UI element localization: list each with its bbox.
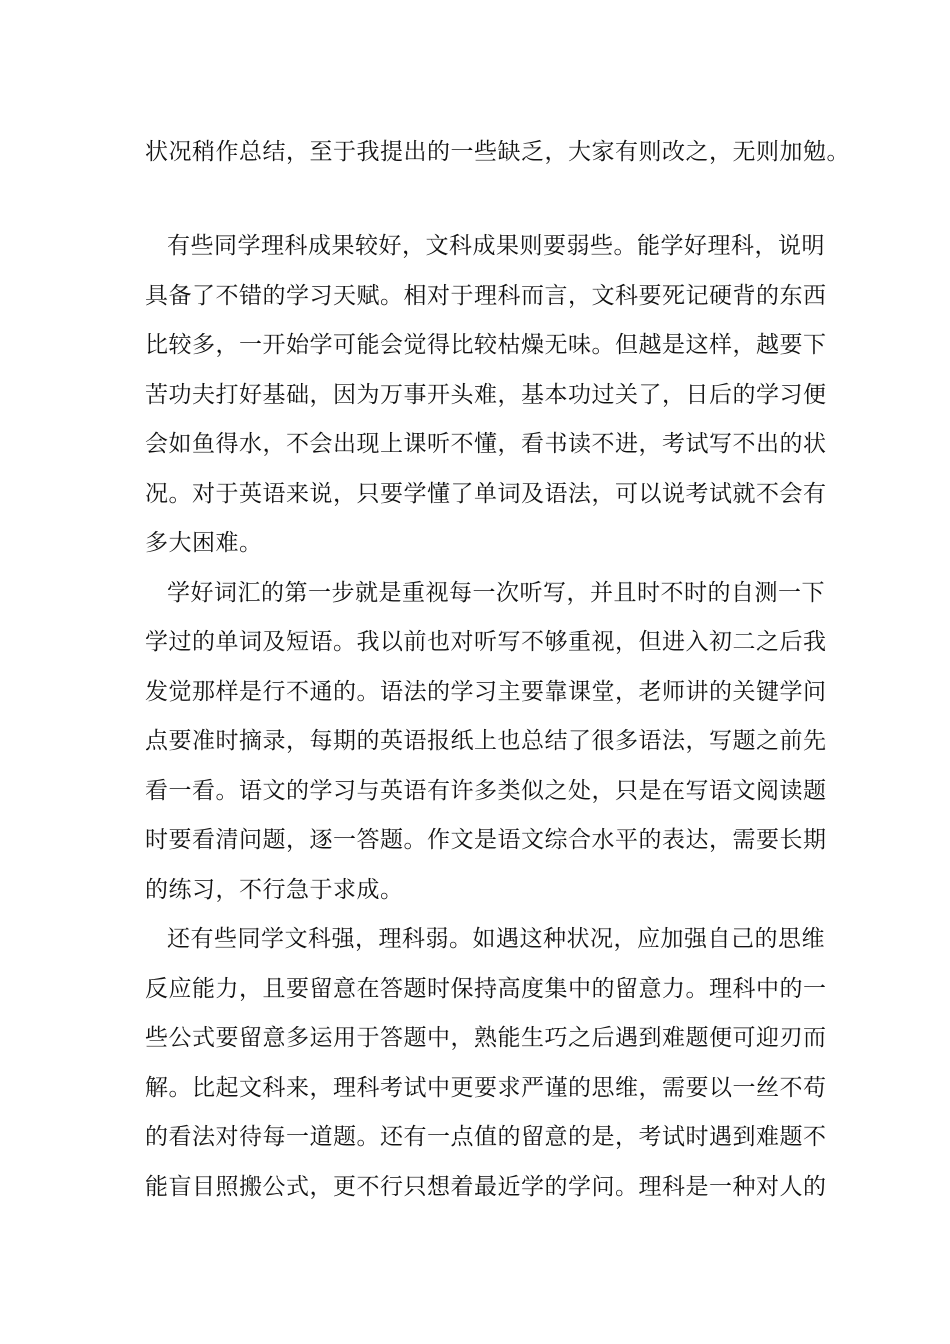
paragraph-line: 学过的单词及短语。我以前也对听写不够重视，但进入初二之后我 [145, 629, 827, 655]
paragraph-line: 状况稍作总结，至于我提出的一些缺乏，大家有则改之，无则加勉。 [145, 139, 850, 165]
paragraph-line: 有些同学理科成果较好，文科成果则要弱些。能学好理科，说明 [167, 233, 825, 259]
paragraph-3 [145, 915, 827, 1212]
paragraph-2 [145, 569, 827, 916]
paragraph-line: 况。对于英语来说，只要学懂了单词及语法，可以说考试就不会有 [145, 480, 827, 507]
paragraph-line: 解。比起文科来，理科考试中更要求严谨的思维，需要以一丝不苟 [145, 1074, 827, 1101]
paragraph-line: 还有些同学文科强，理科弱。如遇这种状况，应加强自己的思维 [167, 926, 825, 952]
paragraph-line: 能盲目照搬公式，更不行只想着最近学的学问。理科是一种对人的 [145, 1173, 827, 1200]
paragraph-line: 苦功夫打好基础，因为万事开头难，基本功过关了，日后的学习便 [145, 381, 827, 408]
paragraph-1 [145, 222, 827, 569]
body-text [145, 222, 827, 1212]
paragraph-line: 时要看清问题，逐一答题。作文是语文综合水平的表达，需要长期 [145, 827, 827, 853]
paragraph-line: 学好词汇的第一步就是重视每一次听写，并且时不时的自测一下 [167, 579, 825, 606]
paragraph-line: 点要准时摘录，每期的英语报纸上也总结了很多语法，写题之前先 [145, 728, 827, 754]
paragraph-line: 反应能力，且要留意在答题时保持高度集中的留意力。理科中的一 [145, 975, 827, 1002]
paragraph-line: 的练习，不行急于求成。 [145, 876, 404, 903]
paragraph-line: 看一看。语文的学习与英语有许多类似之处，只是在写语文阅读题 [145, 777, 827, 804]
paragraph-line: 发觉那样是行不通的。语法的学习主要靠课堂，老师讲的关键学问 [145, 678, 827, 705]
paragraph-line: 比较多，一开始学可能会觉得比较枯燥无味。但越是这样，越要下 [145, 332, 827, 358]
paragraph-line: 会如鱼得水，不会出现上课听不懂，看书读不进，考试写不出的状 [145, 431, 827, 457]
lead-paragraph [145, 128, 850, 178]
paragraph-line: 多大困难。 [145, 530, 263, 556]
paragraph-line: 的看法对待每一道题。还有一点值的留意的是，考试时遇到难题不 [145, 1124, 827, 1150]
paragraph-line: 具备了不错的学习天赋。相对于理科而言，文科要死记硬背的东西 [145, 282, 827, 309]
paragraph-line: 些公式要留意多运用于答题中，熟能生巧之后遇到难题便可迎刃而 [145, 1025, 827, 1051]
